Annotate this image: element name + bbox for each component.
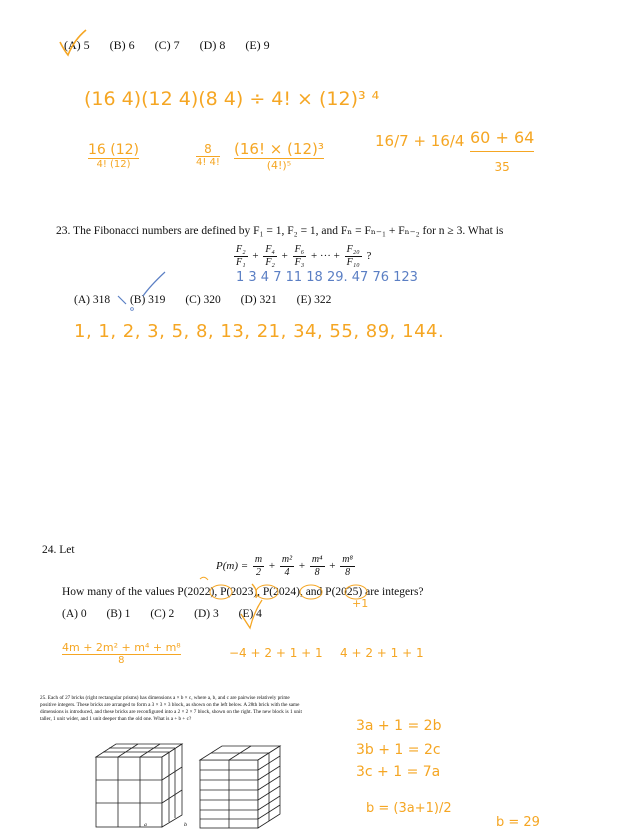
q24-t2-den: 4: [284, 567, 290, 578]
figure-label-b: b: [184, 822, 188, 828]
work22-e: 60 + 64 35: [470, 128, 535, 174]
figure-2x2x7-block: [200, 746, 280, 828]
q23-choice-c: (C) 320: [185, 294, 221, 306]
q24-pm: P(m) =: [216, 560, 249, 573]
tick-2022: [200, 577, 208, 580]
q23-f2-den: F₂: [265, 257, 275, 268]
q23-f1-num: F₂: [236, 244, 246, 255]
q23-expression: $\frac{\text{F₂}}{\text{F₁}}$ + $\frac{\text{F₄}}{\text{F₂}}$ + $\frac{\text{F₆}}{\text{F₃}}$ + ··· + $\frac{\text{F₂₀}}{\text{F₁₀}}$ ?: [236, 244, 372, 268]
small-dot-q23: [131, 308, 134, 311]
work24-b: −4 + 2 + 1 + 1: [229, 646, 323, 660]
work25-l3: 3c + 1 = 7a: [356, 764, 441, 780]
q23-dots: + ··· +: [310, 250, 340, 263]
q22-choice-a: (A) 5: [64, 38, 90, 52]
work24-d: +1: [352, 597, 369, 610]
q24-stem: 24. Let: [42, 544, 75, 556]
circle-2024: [300, 585, 322, 599]
q25-text: 25. Each of 27 bricks (right rectangular prisms) has dimensions a × b × c, where a, b, and c are pairwise relatively prime positive integers. These bricks are arranged to form a 3 × 3 × 3 block, as shown on the left below. A 28th brick with the same dimensions is introduced, and these bricks are reconfigured into a 2 × 2 × 7 block, shown on the right. The new block is 1 unit taller, 1 unit wider, and 1 unit deeper than the old one. What is a + b + c?: [40, 695, 302, 722]
work22-d: 16/7 + 16/4: [375, 132, 465, 150]
q23-f3-den: F₃: [294, 257, 305, 268]
q23-choice-d: (D) 321: [240, 294, 277, 306]
q23-stem: 23. The Fibonacci numbers are defined by F₁ = 1, F₂ = 1, and Fₙ = Fₙ₋₁ + Fₙ₋₂ for n ≥ 3. What is: [56, 225, 504, 237]
q24-t3-den: 8: [314, 567, 320, 578]
q24-t4-num: m⁸: [342, 554, 353, 565]
q23-f1-den: F₁: [236, 257, 246, 268]
circle-2025: [345, 585, 367, 599]
q24-t3-num: m⁴: [311, 554, 323, 565]
work23-ratios: 1 3 4 7 11 18 29. 47 76 123: [236, 270, 418, 285]
circle-2023: [256, 585, 278, 599]
work24-c: 4 + 2 + 1 + 1: [340, 646, 424, 660]
q24-question: How many of the values P(2022), P(2023), P(2024), and P(2025) are integers?: [62, 586, 424, 598]
q24-choice-d: (D) 3: [194, 608, 219, 620]
work24-a: 4m + 2m² + m⁴ + m⁸ 8: [62, 641, 181, 666]
q24-choice-c: (C) 2: [150, 608, 175, 620]
work22-line1: (16 4)(12 4)(8 4) ÷ 4! × (12)³ ⁴: [84, 88, 380, 110]
q24-t2-num: m²: [281, 554, 293, 565]
q24-t4-den: 8: [345, 567, 351, 578]
q23-choice-e: (E) 322: [296, 294, 332, 306]
check-mark-q22: [60, 30, 86, 55]
figure-3x3x3-block: [96, 744, 182, 827]
circle-2022: [210, 585, 232, 599]
q23-choice-b: (B) 319: [129, 294, 166, 306]
q22-choice-c: (C) 7: [154, 38, 180, 52]
figure-label-a: a: [144, 822, 147, 828]
work25-l2: 3b + 1 = 2c: [356, 742, 441, 758]
q24-choice-b: (B) 1: [106, 608, 131, 620]
q23-f4-num: F₂₀: [346, 244, 360, 255]
q22-choice-b: (B) 6: [109, 38, 135, 52]
q24-choice-a: (A) 0: [62, 608, 87, 620]
work25-l4: b = (3a+1)/2: [366, 801, 452, 816]
q23-f4-den: F₁₀: [346, 257, 360, 268]
q22-choice-d: (D) 8: [199, 38, 226, 52]
check-mark-q23: [118, 272, 165, 304]
q23-f3-num: F₆: [294, 244, 305, 255]
work23-sequence: 1, 1, 2, 3, 5, 8, 13, 21, 34, 55, 89, 144.: [74, 321, 445, 342]
q24-expression: P(m) = $\frac{m}{2}$ + $\frac{\text{m²}}{4}$ + $\frac{\text{m⁴}}{8}$ + $\frac{\text{m⁸}}{8}$: [216, 554, 353, 578]
q23-f2-num: F₄: [265, 244, 275, 255]
work25-l1: 3a + 1 = 2b: [356, 718, 442, 734]
work22-b: 8 4! 4!: [196, 142, 220, 168]
work22-a: 16 (12) 4! (12): [88, 142, 140, 170]
q24-t1-den: 2: [256, 567, 262, 578]
q24-t1-num: m: [254, 554, 263, 565]
q23-choice-a: (A) 318: [74, 294, 111, 306]
q24-choice-e: (E) 4: [238, 608, 262, 620]
q22-choice-e: (E) 9: [245, 38, 270, 52]
work25-l5: b = 29: [496, 815, 540, 830]
check-mark-q24: [238, 584, 262, 628]
q23-question-mark: ?: [366, 250, 372, 263]
work22-c: (16! × (12)³ (4!)⁵: [234, 140, 324, 172]
